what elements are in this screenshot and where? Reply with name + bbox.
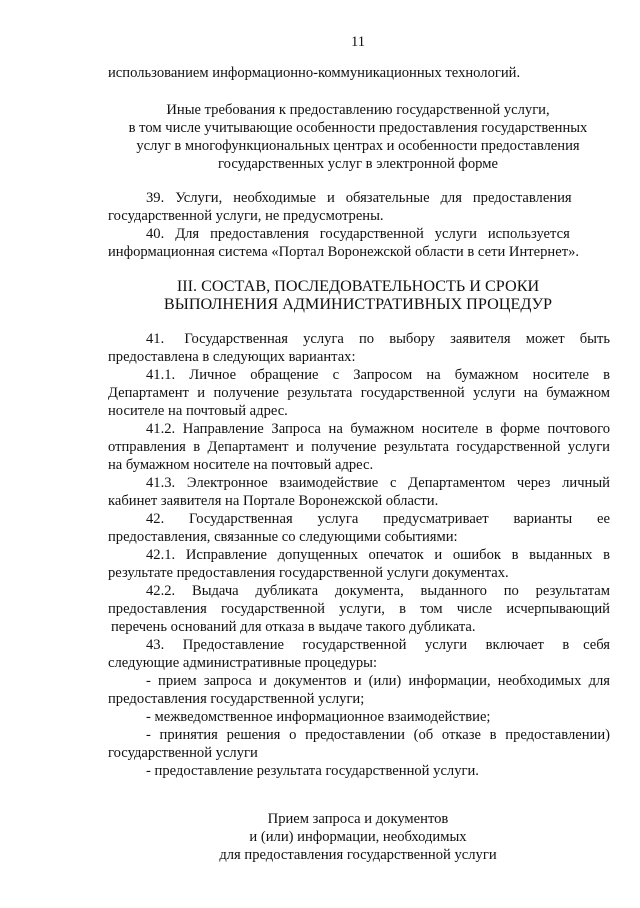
reception-heading-1: Прием запроса и документов [267,811,449,827]
body-line: 41.2. Направление Запроса на бумажном носителе в форме почтового [146,421,610,437]
body-line: 41. Государственная услуга по выбору заявителя может быть [146,331,610,347]
reception-heading-2: и (или) информации, необходимых [249,829,467,845]
other-req-heading-3: услуг в многофункциональных центрах и особенности предоставления [136,138,580,154]
body-line: предоставлена в следующих вариантах: [108,349,356,365]
reception-heading-3: для предоставления государственной услуги [219,847,497,863]
body-line: - принятия решения о предоставлении (об отказе в предоставлении) [146,727,610,743]
body-line: на бумажном носителе на почтовый адрес. [108,457,374,473]
section-3-heading-1: III. СОСТАВ, ПОСЛЕДОВАТЕЛЬНОСТЬ И СРОКИ [176,277,540,295]
para-40-line-2: информационная система «Портал Воронежской области в сети Интернет». [108,244,580,260]
body-line: 42. Государственная услуга предусматривает варианты ее [146,511,610,527]
body-line: - межведомственное информационное взаимодействие; [146,709,491,725]
para-40-line-1: 40. Для предоставления государственной услуги используется [146,226,570,242]
other-req-heading-4: государственных услуг в электронной форме [218,156,498,172]
body-line: 41.3. Электронное взаимодействие с Департаментом через личный [146,475,610,491]
body-line: Департамент и получение результата государственной услуги на бумажном [108,385,610,401]
body-line: предоставления, связанные со следующими событиями: [108,529,458,545]
body-line: перечень оснований для отказа в выдаче такого дубликата. [111,619,476,635]
body-line: - предоставление результата государственной услуги. [146,763,479,779]
section-3-heading-2: ВЫПОЛНЕНИЯ АДМИНИСТРАТИВНЫХ ПРОЦЕДУР [163,295,553,313]
body-line: 42.1. Исправление допущенных опечаток и ошибок в выданных в [146,547,610,563]
body-line: 42.2. Выдача дубликата документа, выданного по результатам [146,583,610,599]
intro-line: использованием информационно-коммуникационных технологий. [108,65,521,81]
body-line: государственной услуги [108,745,258,761]
para-39-line-1: 39. Услуги, необходимые и обязательные для предоставления [146,190,572,206]
page-number: 11 [350,34,366,50]
body-line: результате предоставления государственной услуги документах. [108,565,509,581]
other-req-heading-1: Иные требования к предоставлению государственной услуги, [166,102,550,118]
body-line: следующие административные процедуры: [108,655,378,671]
body-line: кабинет заявителя на Портале Воронежской области. [108,493,439,509]
body-line: - прием запроса и документов и (или) информации, необходимых для [146,673,610,689]
body-line: предоставления государственной услуги; [108,691,365,707]
body-line: 41.1. Личное обращение с Запросом на бумажном носителе в [146,367,610,383]
body-line: отправления в Департамент и получение результата государственной услуги [108,439,610,455]
body-line: предоставления государственной услуги, в том числе исчерпывающий [108,601,610,617]
para-39-line-2: государственной услуги, не предусмотрены. [108,208,384,224]
body-line: носителе на почтовый адрес. [108,403,288,419]
body-line: 43. Предоставление государственной услуги включает в себя [146,637,610,653]
other-req-heading-2: в том числе учитывающие особенности предоставления государственных [128,120,588,136]
